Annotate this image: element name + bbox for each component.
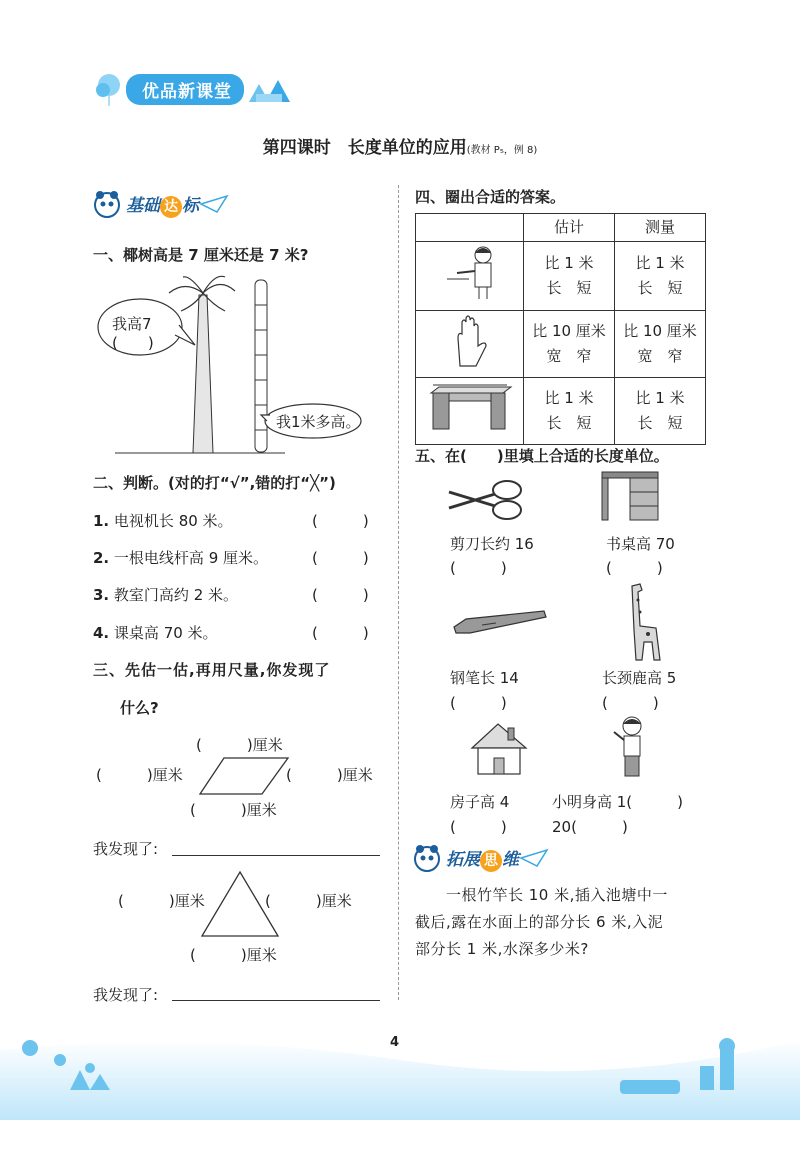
q2-blank-4[interactable]: ( ) [312,624,369,642]
scissors-icon [445,478,525,522]
choice-meas-3[interactable]: 长 短 [637,414,683,432]
footer-decoration [0,1020,800,1120]
panda-icon [412,843,442,873]
lesson-title: 第四课时 长度单位的应用(教材 P₅，例 8) [262,138,538,158]
q5-blank-desk[interactable]: ( ) [606,559,663,577]
q2-item-4: 4. 课桌高 70 米。 [93,624,218,642]
para-bottom-blank[interactable]: ( )厘米 [190,801,277,819]
bubble1-text: 我高7 [112,315,152,333]
q5-label-pen: 钢笔长 14 [450,669,519,687]
tri-left-blank[interactable]: ( )厘米 [118,892,205,910]
house-icon [468,720,530,778]
q5-label-xiaoming: 小明身高 1( ) [552,793,684,811]
section-badge-basic: 基础 达 标 [92,188,229,220]
q5-label-scissors: 剪刀长约 16 [450,535,534,553]
q5-label-giraffe: 长颈鹿高 5 [602,669,677,687]
desk-icon [425,379,515,435]
tri-right-blank[interactable]: ( )厘米 [265,892,352,910]
header-estimate: 估计 [524,214,615,242]
q5-blank-house[interactable]: ( ) [450,818,507,836]
choice-meas-1[interactable]: 长 短 [637,279,683,297]
brand-title: 优品新课堂 [126,74,244,105]
found-answer-line-1[interactable] [172,855,380,856]
q2-item-1: 1. 电视机长 80 米。 [93,512,233,530]
para-left-blank[interactable]: ( )厘米 [96,766,183,784]
found-answer-line-2[interactable] [172,1000,380,1001]
q2-blank-1[interactable]: ( ) [312,512,369,530]
q5-blank-pen[interactable]: ( ) [450,694,507,712]
found-label-2: 我发现了: [93,986,159,1004]
q5-blank-xiaoming[interactable]: 20( ) [552,818,628,836]
q5-label-house: 房子高 4 [450,793,510,811]
q2-item-2: 2. 一根电线杆高 9 厘米。 [93,549,269,567]
found-label-1: 我发现了: [93,840,159,858]
q4-title: 四、圈出合适的答案。 [415,188,566,206]
q2-item-3: 3. 教室门高约 2 米。 [93,586,239,604]
stacked-figures-icon [255,280,267,452]
column-divider [398,185,399,1000]
pen-icon [452,605,548,635]
q2-blank-2[interactable]: ( ) [312,549,369,567]
triangle-shape [200,870,280,938]
q3-title-line2: 什么? [120,699,159,717]
q6-line-2: 截后,露在水面上的部分长 6 米,入泥 [415,913,664,931]
q6-line-3: 部分长 1 米,水深多少米? [415,940,589,958]
paper-plane-icon [519,848,549,868]
q3-title-line1: 三、先估一估,再用尺量,你发现了 [93,661,331,679]
header-measure: 测量 [615,214,706,242]
choice-meas-2[interactable]: 宽 窄 [637,347,683,365]
panda-icon [92,189,122,219]
brand-badge [92,72,294,106]
q5-title: 五、在( )里填上合适的长度单位。 [415,447,669,465]
q5-blank-giraffe[interactable]: ( ) [602,694,659,712]
estimate-table: 估计 测量 比 1 米 长 短 比 1 米 长 短 比 10 厘米 宽 窄 比 10 厘米 宽 窄 比 1 米 长 短 比 1 米 长 短 [415,213,706,445]
boy-icon [608,714,654,780]
choice-est-1[interactable]: 长 短 [546,279,592,297]
q5-blank-scissors[interactable]: ( ) [450,559,507,577]
giraffe-icon [616,580,666,662]
para-top-blank[interactable]: ( )厘米 [196,736,283,754]
writing-desk-icon [600,470,660,522]
q1-title: 一、椰树高是 7 厘米还是 7 米? [93,246,309,264]
bubble2-text: 我1米多高。 [276,413,361,431]
para-right-blank[interactable]: ( )厘米 [286,766,373,784]
child-arm-span-icon [435,243,505,301]
tri-bottom-blank[interactable]: ( )厘米 [190,946,277,964]
q6-line-1: 一根竹竿长 10 米,插入池塘中一 [415,886,668,904]
balloon-icon [92,72,126,106]
paper-plane-icon [199,194,229,214]
textbook-ref: (教材 P₅，例 8) [466,145,538,156]
q2-title: 二、判断。(对的打“√”,错的打“╳”) [93,474,336,492]
q5-label-desk: 书桌高 70 [606,535,675,553]
palm-tree-icon [169,276,235,453]
page-number: 4 [390,1035,400,1050]
choice-est-3[interactable]: 长 短 [546,414,592,432]
hand-icon [450,312,490,368]
parallelogram-shape [198,756,290,796]
bubble1-blank[interactable]: ( ) [112,334,154,352]
section-badge-extension: 拓展 思 维 [412,842,549,874]
q2-blank-3[interactable]: ( ) [312,586,369,604]
decor-castle-icon [244,74,294,104]
choice-est-2[interactable]: 宽 窄 [546,347,592,365]
